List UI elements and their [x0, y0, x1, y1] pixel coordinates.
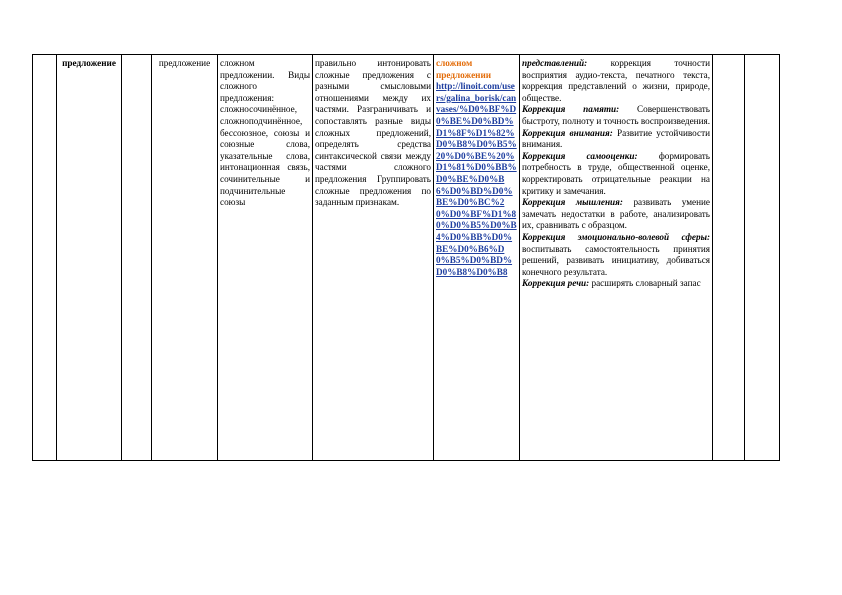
correction-text: Совершенствовать быстроту, полноту и точность воспроизведения. [522, 104, 711, 126]
correction-text: расширять словарный запас [591, 278, 701, 289]
lesson-plan-table [32, 54, 780, 461]
correction-head: Коррекция речи: [522, 278, 590, 289]
lesson-type-text: предложение [158, 58, 211, 68]
correction-text: Развитие устойчивости внимания. [522, 127, 710, 150]
correction-item [522, 128, 710, 151]
cell-hours [122, 55, 152, 461]
correction-head: Коррекция памяти: [522, 104, 620, 115]
correction-text: коррекция точности восприятия аудио-текста, печатного текста, коррекция представлений о жизни, природе, обществе. [522, 58, 710, 103]
cell-resources [434, 55, 520, 461]
correction-item [522, 104, 710, 127]
correction-head: Коррекция эмоционально-волевой сферы: [522, 231, 710, 242]
cell-topic [57, 55, 122, 461]
cell-content [218, 55, 313, 461]
correction-item [522, 232, 710, 278]
cell-lesson-type [152, 55, 218, 461]
correction-item [522, 278, 710, 290]
correction-item [522, 197, 710, 232]
resource-title: сложном предложении [436, 58, 492, 80]
correction-item [522, 58, 710, 104]
resource-link[interactable]: http://linoit.com/users/galina_borisk/canvases/%D0%BF%D0%BE%D0%BD%D1%8F%D1%82%D0%B8%D0%B5%20%D0%BE%20%D1%81%D0%BB%D0%BE%D0%B6%D0%BD%D0%BE%D0%BC%20%D0%BF%D1%80%D0%B5%D0%B4%D0%BB%D0%BE%D0%B6%D0%B5%D0%BD%D0%B8%D0%B8 [436, 81, 517, 277]
cell-date-plan [713, 55, 745, 461]
topic-text: предложение [62, 58, 116, 68]
cell-date-fact [745, 55, 780, 461]
correction-head: Коррекция внимания: [522, 127, 613, 138]
correction-head: представлений: [522, 58, 588, 68]
correction-head: Коррекция самооценки: [522, 150, 638, 161]
table-row [33, 55, 780, 461]
content-text: сложном предложении. Виды сложного предложения: сложносочинённое, сложноподчинённое, бессоюзное, союзы и союзные слова, указательные слова, интонационная связь, сочинительные и подчинительные союзы [220, 58, 310, 208]
correction-text: воспитывать самостоятельность принятия решений, развивать инициативу, добиваться конечного результата. [522, 243, 710, 277]
correction-text: формировать потребность в труде, общественной оценке, корректировать отрицательные реакции на критику и замечания. [522, 150, 710, 196]
activities-text: правильно интонировать сложные предложения с разными смысловыми отношениями между их частями. Разграничивать и сопоставлять разные виды сложных предложений, определять средства синтаксической связи между частями сложного предложения Группировать сложные предложения по заданным признакам. [315, 58, 431, 208]
correction-text: развивать умение замечать недостатки в работе, анализировать их, сравнивать с образцом. [522, 197, 711, 231]
cell-number [33, 55, 57, 461]
cell-activities [313, 55, 434, 461]
correction-item [522, 151, 710, 197]
cell-correction [520, 55, 713, 461]
correction-head: Коррекция мышления: [522, 197, 623, 208]
